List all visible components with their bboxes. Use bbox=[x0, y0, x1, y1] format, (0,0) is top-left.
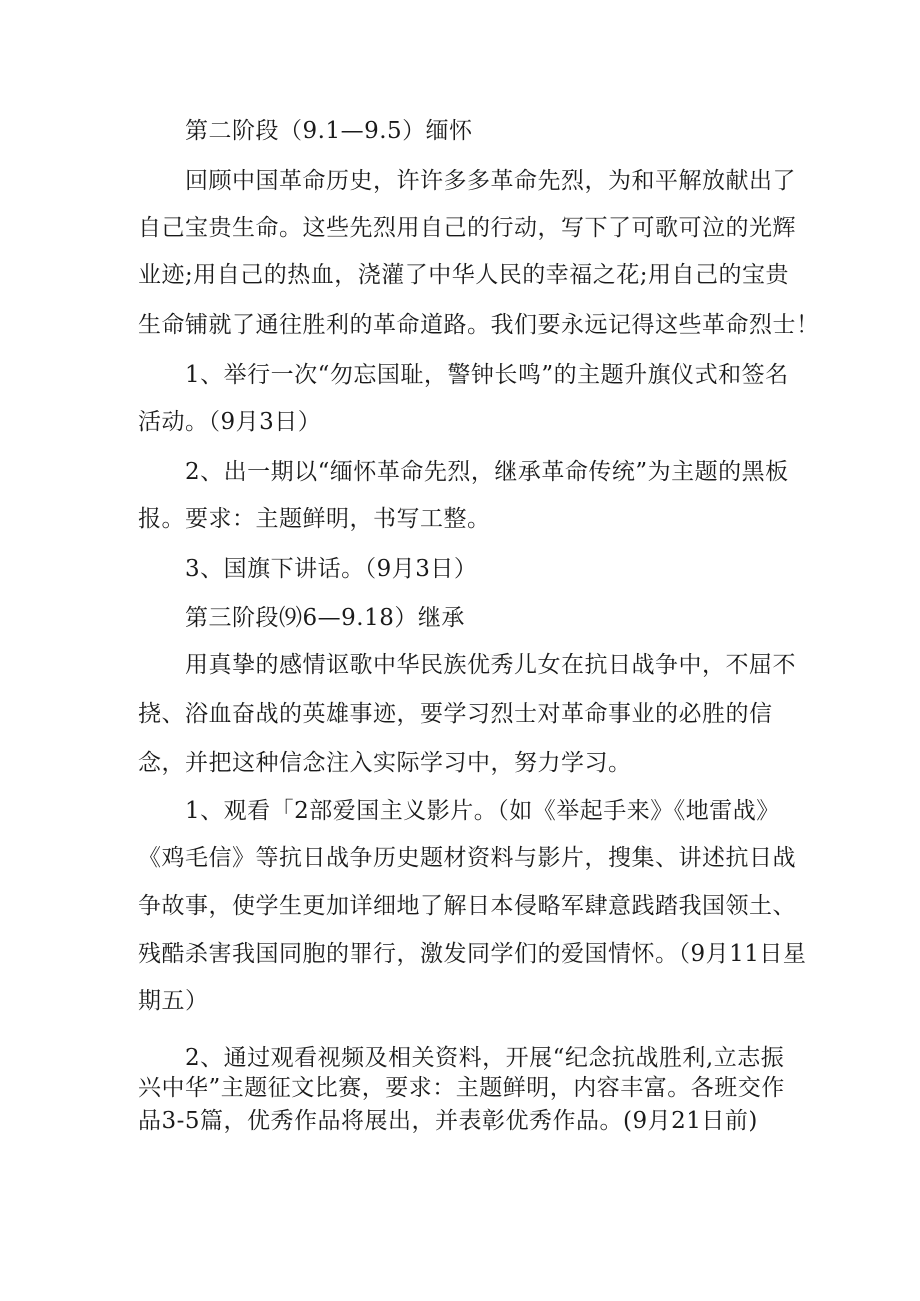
stage-three-heading: 第三阶段⑼6—9.18）继承 bbox=[185, 605, 465, 631]
list-item-line: 2、通过观看视频及相关资料，开展“纪念抗战胜利,立志振 bbox=[185, 1045, 785, 1071]
list-item-line: 1、举行一次“勿忘国耻，警钟长鸣”的主题升旗仪式和签名 bbox=[185, 362, 789, 388]
paragraph-line: 挠、浴血奋战的英雄事迹，要学习烈士对革命事业的必胜的信 bbox=[138, 701, 773, 727]
list-item-line: 3、国旗下讲话。（9月3日） bbox=[185, 556, 478, 582]
list-item-line: 残酷杀害我国同胞的罪行，激发同学们的爱国情怀。（9月11日星 bbox=[138, 941, 807, 967]
paragraph-line: 业迹;用自己的热血，浇灌了中华人民的幸福之花;用自己的宝贵 bbox=[138, 262, 789, 288]
paragraph-line: 念，并把这种信念注入实际学习中，努力学习。 bbox=[138, 750, 632, 776]
paragraph-line: 生命铺就了通往胜利的革命道路。我们要永远记得这些革命烈士！ bbox=[138, 312, 820, 338]
stage-two-heading: 第二阶段（9.1—9.5）缅怀 bbox=[185, 118, 473, 144]
list-item-line: 品3-5篇，优秀作品将展出，并表彰优秀作品。(9月21日前) bbox=[138, 1108, 758, 1134]
list-item-line: 2、出一期以“缅怀革命先烈，继承革命传统”为主题的黑板 bbox=[185, 459, 789, 485]
list-item-line: 活动。（9月3日） bbox=[138, 409, 322, 435]
list-item-line: 期五） bbox=[138, 988, 209, 1014]
list-item-line: 兴中华”主题征文比赛，要求：主题鲜明，内容丰富。各班交作 bbox=[138, 1075, 785, 1101]
list-item-line: 报。要求：主题鲜明，书写工整。 bbox=[138, 506, 491, 532]
list-item-line: 《鸡毛信》等抗日战争历史题材资料与影片，搜集、讲述抗日战 bbox=[138, 845, 796, 871]
paragraph-line: 回顾中国革命历史，许许多多革命先烈，为和平解放献出了 bbox=[185, 168, 796, 194]
list-item-line: 争故事，使学生更加详细地了解日本侵略军肆意践踏我国领土、 bbox=[138, 893, 796, 919]
list-item-line: 1、观看「2部爱国主义影片。（如《举起手来》《地雷战》 bbox=[185, 798, 780, 824]
paragraph-line: 用真挚的感情讴歌中华民族优秀儿女在抗日战争中，不屈不 bbox=[185, 652, 796, 678]
paragraph-line: 自己宝贵生命。这些先烈用自己的行动，写下了可歌可泣的光辉 bbox=[138, 215, 796, 241]
